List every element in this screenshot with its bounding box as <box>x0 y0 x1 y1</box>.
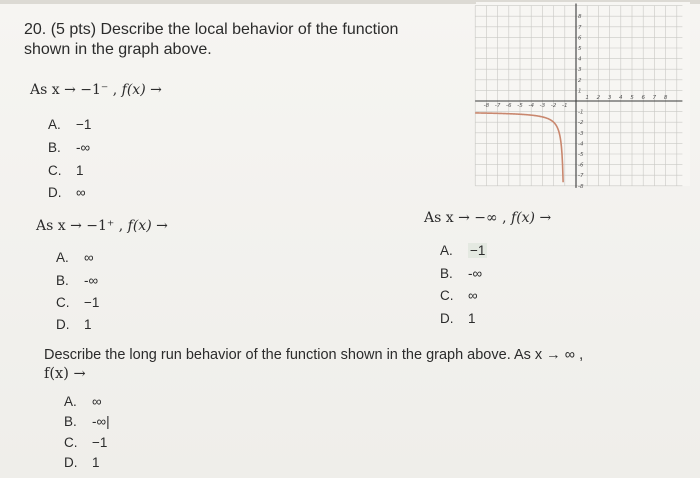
part2-option-a[interactable] <box>56 250 94 265</box>
option-value: -∞| <box>92 414 110 429</box>
option-value: ∞ <box>76 185 86 200</box>
tick-label: 3 <box>578 67 582 74</box>
tick-label: -7 <box>578 173 584 180</box>
part3-prompt-fx: f(x) <box>511 210 536 226</box>
option-letter: C. <box>56 295 70 310</box>
option-value: -∞ <box>468 266 483 281</box>
option-value: ∞ <box>92 394 102 409</box>
tick-label: 8 <box>663 95 668 101</box>
part3-prompt-prefix: As x → −∞ , <box>424 210 512 226</box>
part4-option-a[interactable] <box>64 394 102 409</box>
tick-label: 4 <box>619 95 623 101</box>
part1-prompt-fx: f(x) <box>121 82 146 98</box>
tick-label: 6 <box>641 95 645 101</box>
part3-prompt-suffix: → <box>535 210 552 226</box>
question-title <box>24 20 444 60</box>
option-letter: C. <box>440 288 454 303</box>
option-value: 1 <box>92 455 100 470</box>
part1-prompt-suffix: → <box>145 82 162 98</box>
option-letter: D. <box>56 317 70 332</box>
tick-label: -1 <box>562 103 568 109</box>
part4-option-c[interactable] <box>64 435 107 450</box>
part1-option-c[interactable] <box>48 163 84 178</box>
part1-option-d[interactable] <box>48 185 86 200</box>
graph-background <box>476 2 690 186</box>
option-value: -∞ <box>76 140 91 155</box>
long-run-prompt-line2: f(x) → <box>44 366 86 382</box>
option-letter: A. <box>48 117 61 132</box>
option-letter: C. <box>48 163 62 178</box>
option-letter: B. <box>48 140 61 155</box>
option-value: 1 <box>468 311 476 326</box>
part4-option-b[interactable] <box>64 414 110 429</box>
tick-label: -5 <box>578 152 584 158</box>
part2-prompt-prefix: As x → −1⁺ , <box>36 218 128 234</box>
long-run-prompt-line1: Describe the long run behavior of the function shown in the graph above. As x → ∞ , <box>44 347 584 363</box>
tick-label: -3 <box>578 130 584 137</box>
tick-label: -2 <box>550 103 557 109</box>
option-letter: D. <box>64 455 78 470</box>
part3-option-a[interactable] <box>440 243 487 258</box>
tick-label: -5 <box>517 103 523 109</box>
part3-option-d[interactable] <box>440 311 476 326</box>
tick-label: -4 <box>578 141 584 148</box>
option-letter: B. <box>56 273 69 288</box>
tick-label: -3 <box>539 103 546 109</box>
option-value: -∞ <box>84 273 99 288</box>
tick-label: 1 <box>585 95 589 101</box>
part2-prompt <box>36 218 168 234</box>
tick-label: 7 <box>652 95 657 101</box>
option-value: −1 <box>76 117 92 132</box>
tick-label: 5 <box>578 46 582 52</box>
option-letter: A. <box>56 250 69 265</box>
tick-label: -1 <box>578 109 584 116</box>
part2-option-c[interactable] <box>56 295 99 310</box>
part2-option-b[interactable] <box>56 273 98 288</box>
option-letter: D. <box>440 311 454 326</box>
tick-label: 3 <box>607 95 612 101</box>
option-value: ∞ <box>84 250 94 265</box>
tick-label: -8 <box>483 103 490 109</box>
part2-option-d[interactable] <box>56 317 92 332</box>
tick-label: 7 <box>578 24 582 31</box>
part3-prompt <box>424 210 551 226</box>
long-run-prompt <box>44 346 644 384</box>
question-title-line2: shown in the graph above. <box>24 41 212 58</box>
option-letter: B. <box>64 414 77 429</box>
part1-prompt-prefix: As x → −1⁻ , <box>30 82 122 98</box>
part4-option-d[interactable] <box>64 455 100 470</box>
option-letter: A. <box>64 394 77 409</box>
part2-prompt-fx: f(x) <box>127 218 152 234</box>
option-letter: D. <box>48 185 62 200</box>
option-value: 1 <box>76 163 84 178</box>
option-value: 1 <box>84 317 92 332</box>
tick-label: 4 <box>578 56 582 63</box>
part3-option-b[interactable] <box>440 266 482 281</box>
option-letter: A. <box>440 243 453 258</box>
tick-label: -6 <box>506 103 512 109</box>
option-letter: B. <box>440 266 453 281</box>
tick-label: 2 <box>578 77 582 84</box>
tick-label: -8 <box>578 183 584 190</box>
tick-label: -4 <box>528 103 534 109</box>
option-letter: C. <box>64 435 78 450</box>
part1-option-a[interactable] <box>48 117 91 132</box>
part1-prompt <box>30 82 162 98</box>
tick-label: 6 <box>578 35 582 42</box>
option-value: ∞ <box>468 288 478 303</box>
tick-label: 1 <box>578 88 582 95</box>
tick-label: 8 <box>578 14 582 21</box>
function-graph <box>476 2 690 190</box>
tick-label: 5 <box>630 95 634 101</box>
part2-prompt-suffix: → <box>151 218 168 234</box>
option-value: −1 <box>470 243 486 258</box>
part1-option-b[interactable] <box>48 140 90 155</box>
option-value: −1 <box>84 295 100 310</box>
tick-label: -6 <box>578 162 584 169</box>
tick-label: -7 <box>494 103 501 109</box>
part3-option-c[interactable] <box>440 288 478 303</box>
tick-label: 2 <box>596 95 601 101</box>
option-value: −1 <box>92 435 108 450</box>
question-title-line1: 20. (5 pts) Describe the local behavior of the function <box>24 21 399 38</box>
tick-label: -2 <box>578 120 584 127</box>
